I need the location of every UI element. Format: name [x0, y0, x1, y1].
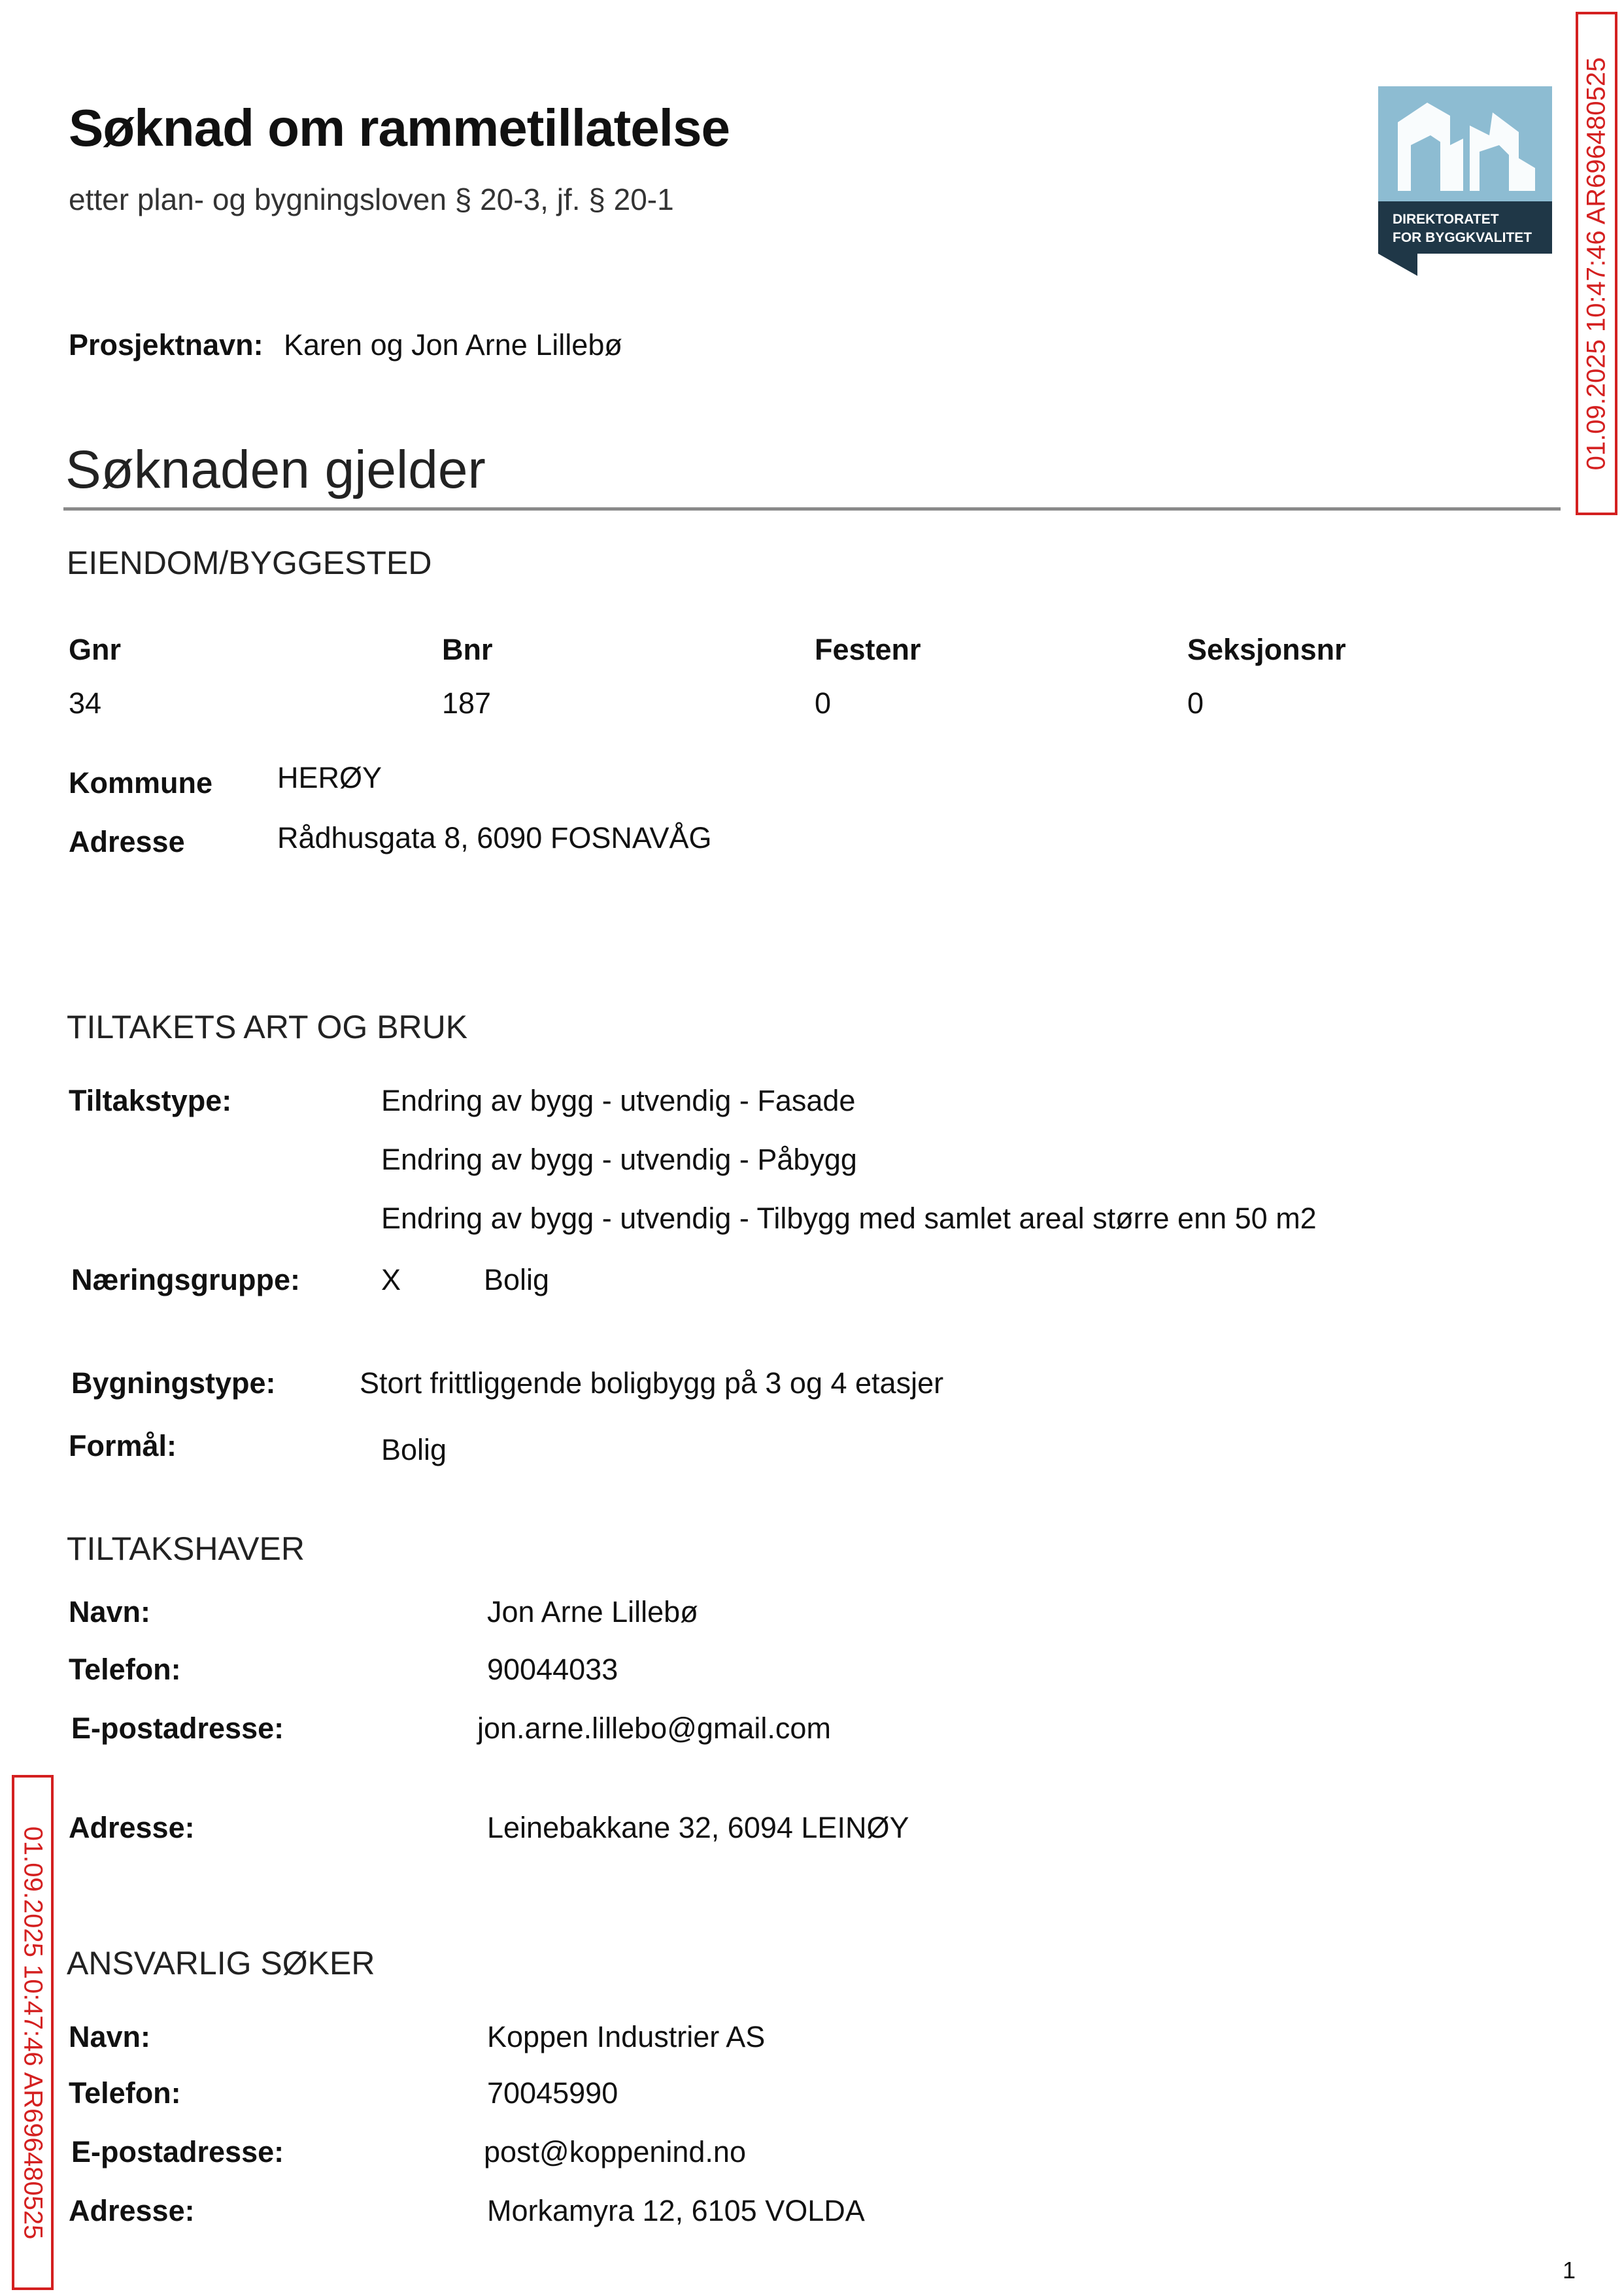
owner-adresse-value: Leinebakkane 32, 6094 LEINØY	[487, 1811, 909, 1844]
owner-navn-value: Jon Arne Lillebø	[487, 1595, 698, 1628]
applicant-epost-label: E-postadresse:	[71, 2135, 284, 2168]
logo-text-line2: FOR BYGGKVALITET	[1393, 230, 1532, 245]
tiltakstype-item: Endring av bygg - utvendig - Påbygg	[381, 1143, 857, 1176]
dibk-logo	[1378, 86, 1552, 276]
tiltakstype-item: Endring av bygg - utvendig - Fasade	[381, 1084, 856, 1117]
applicant-telefon-label: Telefon:	[69, 2076, 181, 2110]
applicant-navn-value: Koppen Industrier AS	[487, 2020, 766, 2053]
applicant-navn-label: Navn:	[69, 2020, 151, 2053]
kommune-label: Kommune	[69, 766, 213, 800]
kommune-value: HERØY	[277, 761, 382, 794]
measure-heading: TILTAKETS ART OG BRUK	[67, 1009, 468, 1045]
applicant-adresse-label: Adresse:	[69, 2194, 195, 2227]
page-number: 1	[1563, 2257, 1576, 2284]
applicant-heading: ANSVARLIG SØKER	[67, 1945, 375, 1982]
adresse-label: Adresse	[69, 825, 185, 858]
applicant-epost-value: post@koppenind.no	[484, 2135, 746, 2168]
bygningstype-label: Bygningstype:	[71, 1366, 276, 1400]
adresse-value: Rådhusgata 8, 6090 FOSNAVÅG	[277, 821, 712, 854]
timestamp-stamp-bottom	[12, 1775, 54, 2290]
property-heading: EIENDOM/BYGGESTED	[67, 545, 432, 581]
stamp-text: 01.09.2025 10:47:46 AR696480525	[1582, 57, 1611, 470]
naeringsgruppe-label: Næringsgruppe:	[71, 1263, 301, 1296]
formal-label: Formål:	[69, 1429, 177, 1462]
owner-telefon-value: 90044033	[487, 1653, 618, 1686]
project-label: Prosjektnavn:	[69, 328, 263, 362]
project-name: Karen og Jon Arne Lillebø	[284, 328, 622, 362]
tiltakstype-item: Endring av bygg - utvendig - Tilbygg med samlet areal større enn 50 m2	[381, 1202, 1317, 1235]
bnr-label: Bnr	[442, 633, 493, 666]
gnr-value: 34	[69, 686, 102, 720]
owner-epost-value: jon.arne.lillebo@gmail.com	[477, 1712, 831, 1745]
bygningstype-value: Stort frittliggende boligbygg på 3 og 4 etasjer	[360, 1366, 944, 1400]
stamp-text: 01.09.2025 10:47:46 AR696480525	[18, 1826, 48, 2239]
document-title: Søknad om rammetillatelse	[69, 99, 730, 157]
owner-adresse-label: Adresse:	[69, 1811, 195, 1844]
gnr-label: Gnr	[69, 633, 122, 666]
tiltakstype-label: Tiltakstype:	[69, 1084, 232, 1117]
owner-heading: TILTAKSHAVER	[67, 1530, 305, 1567]
naeringsgruppe-mark: X	[381, 1263, 401, 1296]
applicant-adresse-value: Morkamyra 12, 6105 VOLDA	[487, 2194, 865, 2227]
document-subtitle: etter plan- og bygningsloven § 20-3, jf. § 20-1	[69, 182, 674, 216]
heading-divider	[63, 507, 1561, 511]
seksjonsnr-value: 0	[1187, 686, 1204, 720]
festenr-value: 0	[815, 686, 832, 720]
applicant-telefon-value: 70045990	[487, 2076, 618, 2110]
formal-value: Bolig	[381, 1433, 447, 1466]
owner-epost-label: E-postadresse:	[71, 1712, 284, 1745]
owner-navn-label: Navn:	[69, 1595, 151, 1628]
seksjonsnr-label: Seksjonsnr	[1187, 633, 1346, 666]
section-heading-applies: Søknaden gjelder	[65, 440, 486, 499]
logo-text-line1: DIREKTORATET	[1393, 212, 1499, 227]
naeringsgruppe-value: Bolig	[484, 1263, 550, 1296]
timestamp-stamp-top	[1576, 12, 1617, 515]
bnr-value: 187	[442, 686, 492, 720]
owner-telefon-label: Telefon:	[69, 1653, 181, 1686]
festenr-label: Festenr	[815, 633, 921, 666]
